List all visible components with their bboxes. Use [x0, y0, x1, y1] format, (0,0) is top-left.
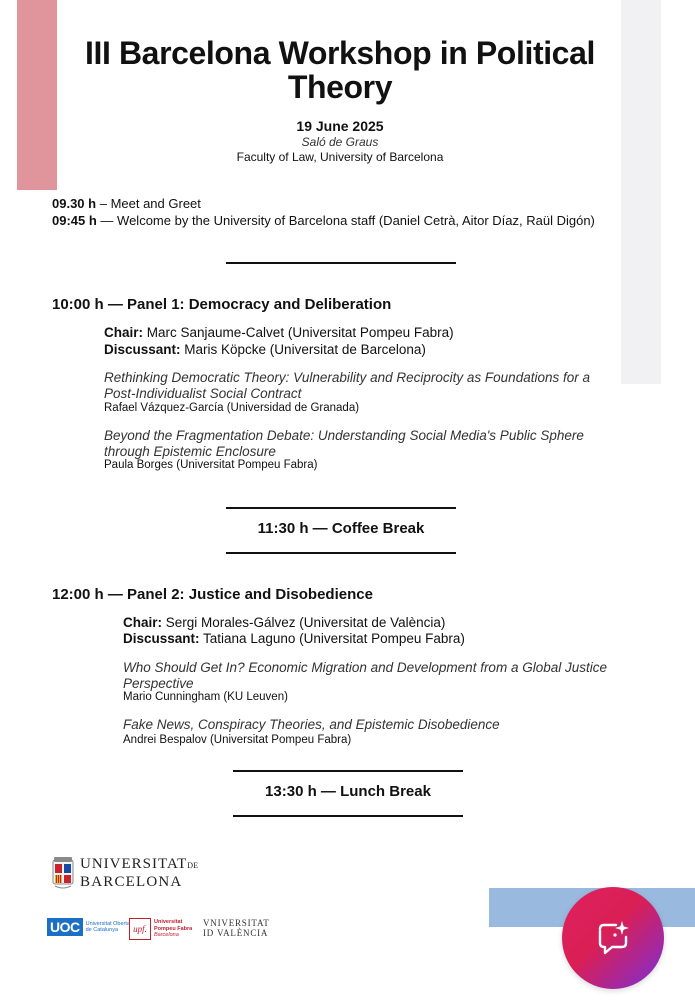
- panel-2-chair: Chair: Sergi Morales-Gálvez (Universitat de València): [123, 615, 446, 630]
- event-date: 19 June 2025: [296, 118, 384, 134]
- chat-sparkle-icon: [592, 917, 634, 959]
- coffee-break: 11:30 h — Coffee Break: [257, 520, 425, 537]
- university-seal-icon: [52, 856, 74, 890]
- event-venue: Saló de Graus: [301, 135, 379, 149]
- pink-accent-bar: [17, 0, 57, 190]
- gray-accent-bar: [621, 0, 661, 384]
- paper-author: Andrei Bespalov (Universitat Pompeu Fabra): [123, 734, 352, 746]
- lunch-break: 13:30 h — Lunch Break: [265, 783, 431, 800]
- schedule-item: 09.30 h – Meet and Greet: [52, 196, 201, 211]
- panel-1-chair: Chair: Marc Sanjaume-Calvet (Universitat Pompeu Fabra): [104, 325, 454, 340]
- paper-author: Rafael Vázquez-García (Universidad de Granada): [104, 402, 360, 414]
- upf-logo: upf. Universitat Pompeu Fabra Barcelona: [129, 918, 192, 940]
- panel-1-discussant: Discussant: Maris Köpcke (Universitat de Barcelona): [104, 342, 426, 357]
- divider: [226, 507, 456, 509]
- uoc-logo: UOC Universitat Oberta de Catalunya: [47, 918, 130, 936]
- divider: [226, 552, 456, 554]
- paper-title: Beyond the Fragmentation Debate: Understanding Social Media's Public Sphere through Epistemic Enclosure: [104, 428, 584, 459]
- paper-title: Rethinking Democratic Theory: Vulnerability and Reciprocity as Foundations for a Post-Individualist Social Contract: [104, 370, 590, 401]
- paper-title: Who Should Get In? Economic Migration and Development from a Global Justice Perspective: [123, 660, 607, 691]
- divider: [233, 770, 463, 772]
- panel-2-heading: 12:00 h — Panel 2: Justice and Disobedience: [52, 586, 373, 603]
- page-title: III Barcelona Workshop in Political Theory: [85, 35, 595, 105]
- panel-2-discussant: Discussant: Tatiana Laguno (Universitat Pompeu Fabra): [123, 631, 465, 646]
- universitat-de-valencia-logo: VNIVERSITAT ID VALÈNCIA: [203, 918, 270, 938]
- panel-1-heading: 10:00 h — Panel 1: Democracy and Deliberation: [52, 296, 392, 313]
- paper-title: Fake News, Conspiracy Theories, and Epistemic Disobedience: [123, 717, 500, 732]
- event-faculty: Faculty of Law, University of Barcelona: [236, 150, 444, 164]
- schedule-item: 09:45 h — Welcome by the University of Barcelona staff (Daniel Cetrà, Aitor Díaz, Raül Digón): [52, 213, 595, 228]
- paper-author: Paula Borges (Universitat Pompeu Fabra): [104, 459, 318, 471]
- divider: [233, 815, 463, 817]
- chat-assistant-button[interactable]: [562, 887, 664, 989]
- divider: [226, 262, 456, 264]
- paper-author: Mario Cunningham (KU Leuven): [123, 691, 288, 703]
- university-of-barcelona-logo: UNIVERSITATDE BARCELONA: [52, 856, 198, 890]
